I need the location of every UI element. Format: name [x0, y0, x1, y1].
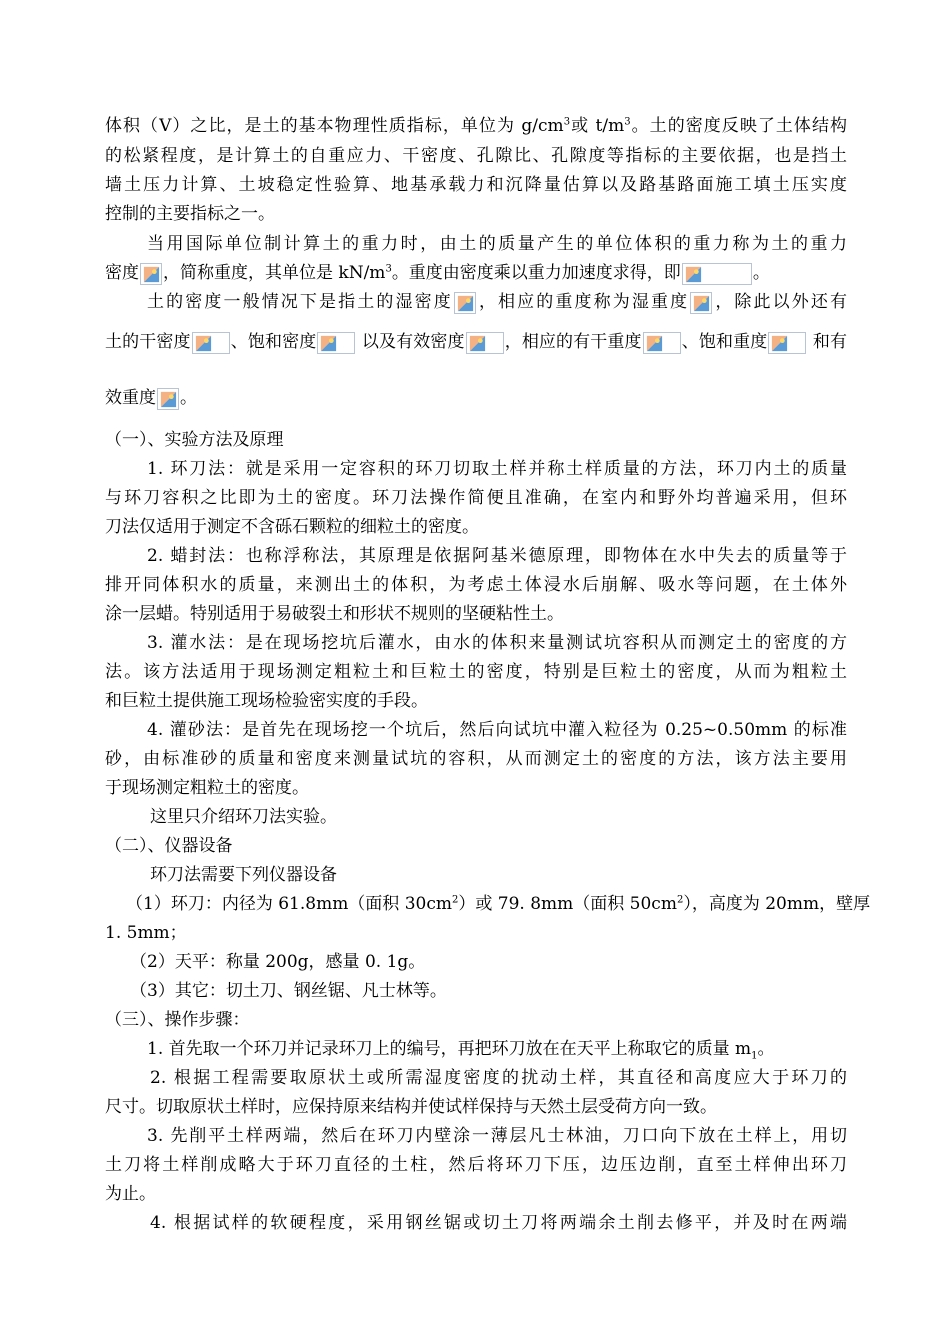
formula-image-icon	[454, 292, 476, 314]
formula-image-icon	[466, 332, 504, 354]
paragraph-line: （3）其它：切土刀、钢丝锯、凡士林等。	[130, 981, 447, 1001]
paragraph-line: 与环刀容积之比即为土的密度。环刀法操作简便且准确，在室内和野外均普遍采用，但环	[105, 488, 847, 508]
paragraph-line: 1. 5mm；	[105, 923, 187, 943]
paragraph-line: 的松紧程度，是计算土的自重应力、干密度、孔隙比、孔隙度等指标的主要依据，也是挡土	[105, 146, 847, 166]
paragraph-line: 体积（V）之比，是土的基本物理性质指标，单位为 $g/cm^3$或 $t/m^3$。土的密度反映了土体结构	[105, 116, 847, 136]
paragraph-line: 3. 先削平土样两端，然后在环刀内壁涂一薄层凡士林油，刀口向下放在土样上，用切	[147, 1126, 847, 1146]
paragraph-line: 1. 环刀法：就是采用一定容积的环刀切取土样并称土样质量的方法，环刀内土的质量	[147, 459, 847, 479]
formula-image-icon	[643, 332, 681, 354]
paragraph-line: 涂一层蜡。特别适用于易破裂土和形状不规则的坚硬粘性土。	[105, 604, 564, 624]
formula-image-icon	[157, 388, 179, 410]
paragraph-line: 密度 ，简称重度，其单位是 $kN/m^3$。重度由密度乘以重力加速度求得，即 。	[105, 263, 770, 283]
paragraph-line: 墙土压力计算、土坡稳定性验算、地基承载力和沉降量估算以及路基路面施工填土压实度	[105, 175, 847, 195]
paragraph-line: 砂，由标准砂的质量和密度来测量试坑的容积，从而测定土的密度的方法，该方法主要用	[105, 749, 847, 769]
paragraph-line: 土的密度一般情况下是指土的湿密度 ，相应的重度称为湿重度 ，除此以外还有	[147, 292, 848, 312]
paragraph-line: 3. 灌水法：是在现场挖坑后灌水，由水的体积来量测试坑容积从而测定土的密度的方	[147, 633, 847, 653]
paragraph-line: 控制的主要指标之一。	[105, 204, 275, 224]
paragraph-line: （1）环刀：内径为 61.8mm（面积 $30cm^2$）或 79. 8mm（面积 $50cm^2$），高度为 20mm，壁厚	[126, 894, 871, 914]
paragraph-line: 这里只介绍环刀法实验。	[150, 807, 337, 827]
section-heading: （三）、操作步骤：	[105, 1010, 250, 1030]
section-heading: （二）、仪器设备	[105, 836, 233, 856]
formula-image-icon	[140, 263, 162, 285]
formula-image-icon	[682, 263, 752, 285]
paragraph-line: 尺寸。切取原状土样时，应保持原来结构并使试样保持与天然土层受荷方向一致。	[105, 1097, 717, 1117]
paragraph-line: 和巨粒土提供施工现场检验密实度的手段。	[105, 691, 428, 711]
paragraph-line: 效重度 。	[105, 388, 197, 408]
paragraph-line: 1. 首先取一个环刀并记录环刀上的编号，再把环刀放在在天平上称取它的质量 $m_1$。	[147, 1039, 775, 1062]
paragraph-line: 4. 灌砂法：是首先在现场挖一个坑后，然后向试坑中灌入粒径为 0.25~0.50mm 的标准	[147, 720, 847, 740]
section-heading: （一）、实验方法及原理	[105, 430, 284, 450]
paragraph-line: 环刀法需要下列仪器设备	[150, 865, 337, 885]
paragraph-line: 当用国际单位制计算土的重力时，由土的质量产生的单位体积的重力称为土的重力	[147, 234, 847, 254]
paragraph-line: 为止。	[105, 1184, 156, 1204]
formula-image-icon	[192, 332, 230, 354]
formula-image-icon	[768, 332, 806, 354]
paragraph-line: 刀法仅适用于测定不含砾石颗粒的细粒土的密度。	[105, 517, 479, 537]
paragraph-line: 土的干密度 、饱和密度 以及有效密度 ，相应的有干重度 、饱和重度 和有	[105, 332, 848, 352]
paragraph-line: 排开同体积水的质量，来测出土的体积，为考虑土体浸水后崩解、吸水等问题，在土体外	[105, 575, 847, 595]
formula-image-icon	[317, 332, 355, 354]
paragraph-line: 4. 根据试样的软硬程度，采用钢丝锯或切土刀将两端余土削去修平，并及时在两端	[150, 1213, 847, 1233]
paragraph-line: 土刀将土样削成略大于环刀直径的土柱，然后将环刀下压，边压边削，直至土样伸出环刀	[105, 1155, 847, 1175]
paragraph-line: 于现场测定粗粒土的密度。	[105, 778, 309, 798]
paragraph-line: 法。该方法适用于现场测定粗粒土和巨粒土的密度，特别是巨粒土的密度，从而为粗粒土	[105, 662, 847, 682]
formula-image-icon	[690, 292, 712, 314]
paragraph-line: 2. 根据工程需要取原状土或所需湿度密度的扰动土样，其直径和高度应大于环刀的	[150, 1068, 847, 1088]
paragraph-line: 2. 蜡封法：也称浮称法，其原理是依据阿基米德原理，即物体在水中失去的质量等于	[147, 546, 847, 566]
paragraph-line: （2）天平：称量 200g，感量 0. 1g。	[130, 952, 426, 972]
